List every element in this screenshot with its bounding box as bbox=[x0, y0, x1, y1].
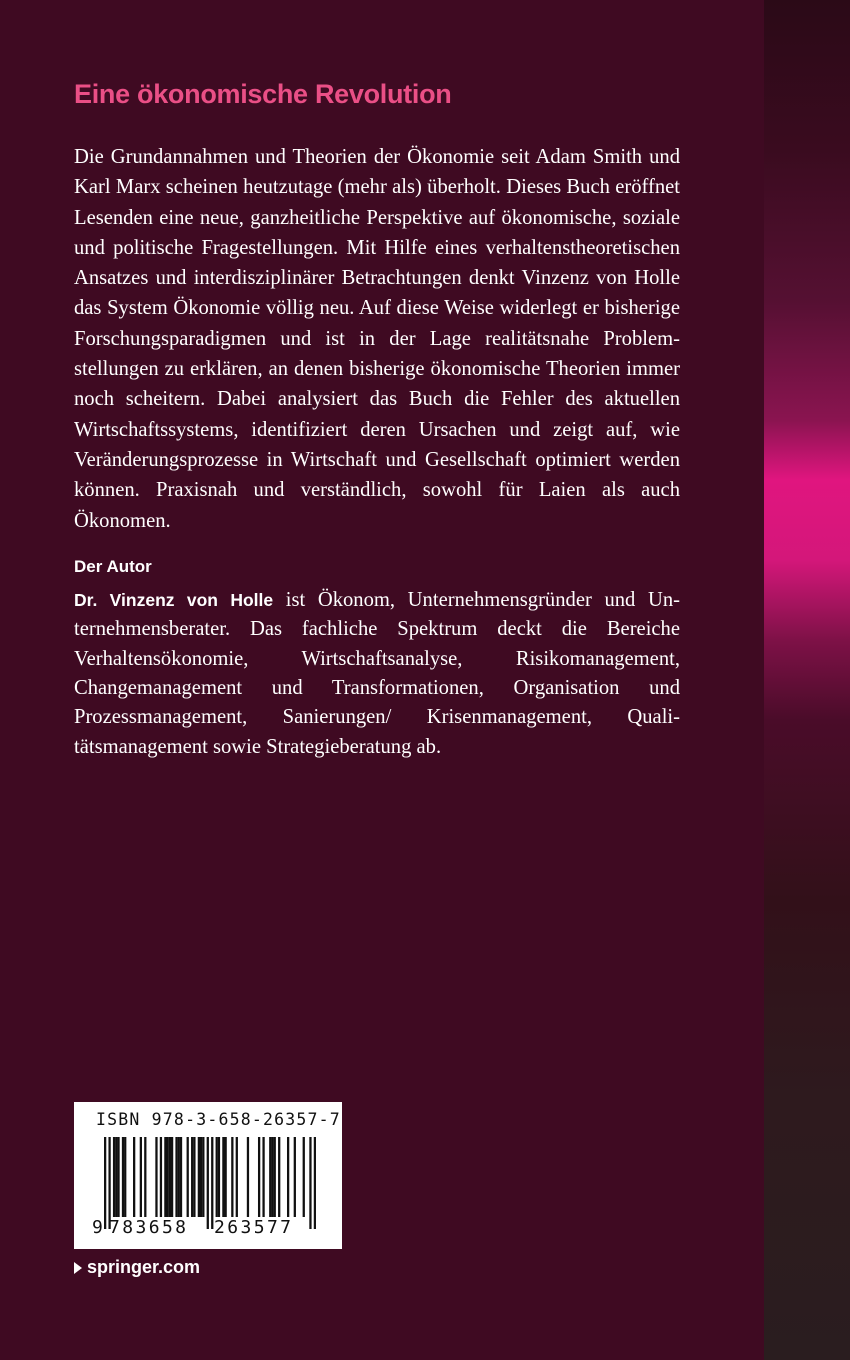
triangle-right-icon bbox=[74, 1262, 82, 1274]
barcode-bar bbox=[122, 1137, 124, 1217]
barcode-bar bbox=[133, 1137, 135, 1217]
barcode-bar bbox=[222, 1137, 224, 1217]
barcode-bar bbox=[180, 1137, 182, 1217]
barcode-bar bbox=[211, 1137, 213, 1229]
barcode-bar bbox=[164, 1137, 166, 1217]
headline: Eine ökonomische Revolution bbox=[74, 79, 452, 109]
barcode-bar bbox=[207, 1137, 209, 1229]
barcode-bar bbox=[269, 1137, 271, 1217]
barcode-bar bbox=[155, 1137, 157, 1217]
barcode-bar bbox=[113, 1137, 115, 1217]
barcode-bar bbox=[309, 1137, 311, 1229]
publisher-url: springer.com bbox=[87, 1257, 201, 1277]
barcode-bar bbox=[187, 1137, 189, 1217]
barcode-bar bbox=[160, 1137, 162, 1217]
barcode-bar bbox=[247, 1137, 249, 1217]
spine-gradient-strip bbox=[764, 0, 850, 1360]
book-description: Die Grundannahmen und Theorien der Ökonomie seit Adam Smith und Karl Marx scheinen heutzutage (mehr als) überholt. Dieses Buch eröffnet Lesenden eine neue, ganzheitliche Perspektive auf ökonomische, soziale und politische Fragestellungen. Mit Hilfe eines verhaltenstheoretischen Ansatzes und interdisziplinärer Betrachtungen denkt Vinzenz von Holle das System Ökonomie völlig neu. Auf diese Weise widerlegt er bisherige Forschungsparadigmen und ist in der Lage realitätsnahe Problemstellungen zu erklären, an denen bisherige ökonomische Theorien immer noch scheitern. Dabei analysiert das Buch die Fehler des aktuellen Wirtschaftssystems, identifiziert deren Ursachen und zeigt auf, wie Veränderungsprozesse in Wirtschaft und Gesellschaft optimiert werden können. Praxisnah und verständlich, sowohl für Laien als auch Ökonomen. bbox=[74, 146, 680, 532]
barcode-bar bbox=[166, 1137, 168, 1217]
ean-digits-left: 783658 bbox=[109, 1217, 189, 1238]
barcode-bar bbox=[117, 1137, 119, 1217]
barcode-bar bbox=[303, 1137, 305, 1217]
barcode-bar bbox=[225, 1137, 227, 1217]
barcode-bar bbox=[202, 1137, 204, 1217]
barcode-bar bbox=[287, 1137, 289, 1217]
barcode-bar bbox=[271, 1137, 273, 1217]
barcode-bar bbox=[115, 1137, 117, 1217]
barcode-bar bbox=[169, 1137, 171, 1217]
isbn-label: ISBN 978-3-658-26357-7 bbox=[96, 1110, 341, 1129]
barcode-bar bbox=[200, 1137, 202, 1217]
barcode-bar bbox=[218, 1137, 220, 1217]
author-bio-text: ist Ökonom, Unternehmensgründer und Unternehmensberater. Das fachliche Spektrum deckt die Bereiche Verhaltensökonomie, Wirtschaftsanalyse, Risikomanagement, Changemanagement und Transformationen, Organisation und Prozessmanagement, Sanierungen/ Krisenmanagement, Qualitätsmanagement sowie Strategieberatung ab. bbox=[74, 588, 680, 758]
barcode-bar bbox=[124, 1137, 126, 1217]
author-name: Dr. Vinzenz von Holle bbox=[74, 589, 274, 610]
ean-digit-first: 9 bbox=[92, 1217, 106, 1238]
barcode-bar bbox=[191, 1137, 193, 1217]
ean-digits-right: 263577 bbox=[214, 1217, 294, 1238]
barcode-bar bbox=[274, 1137, 276, 1217]
barcode-bar bbox=[278, 1137, 280, 1217]
barcode-bar bbox=[171, 1137, 173, 1217]
isbn-barcode bbox=[74, 1102, 342, 1249]
barcode-bars bbox=[104, 1137, 316, 1229]
barcode-bar bbox=[178, 1137, 180, 1217]
barcode-bar bbox=[104, 1137, 106, 1229]
barcode-bar bbox=[314, 1137, 316, 1229]
author-bio bbox=[74, 586, 680, 762]
barcode-bar bbox=[175, 1137, 177, 1217]
barcode-bar bbox=[140, 1137, 142, 1217]
barcode-bar bbox=[236, 1137, 238, 1217]
barcode-bar bbox=[262, 1137, 264, 1217]
barcode-bar bbox=[216, 1137, 218, 1217]
cover-text bbox=[74, 74, 680, 762]
barcode-bar bbox=[231, 1137, 233, 1217]
barcode-bar bbox=[193, 1137, 195, 1217]
barcode-bar bbox=[108, 1137, 110, 1229]
barcode-bar bbox=[144, 1137, 146, 1217]
barcode-bar bbox=[258, 1137, 260, 1217]
author-heading: Der Autor bbox=[74, 556, 152, 576]
publisher-link[interactable] bbox=[74, 1257, 200, 1278]
barcode-bar bbox=[294, 1137, 296, 1217]
barcode-bar bbox=[198, 1137, 200, 1217]
